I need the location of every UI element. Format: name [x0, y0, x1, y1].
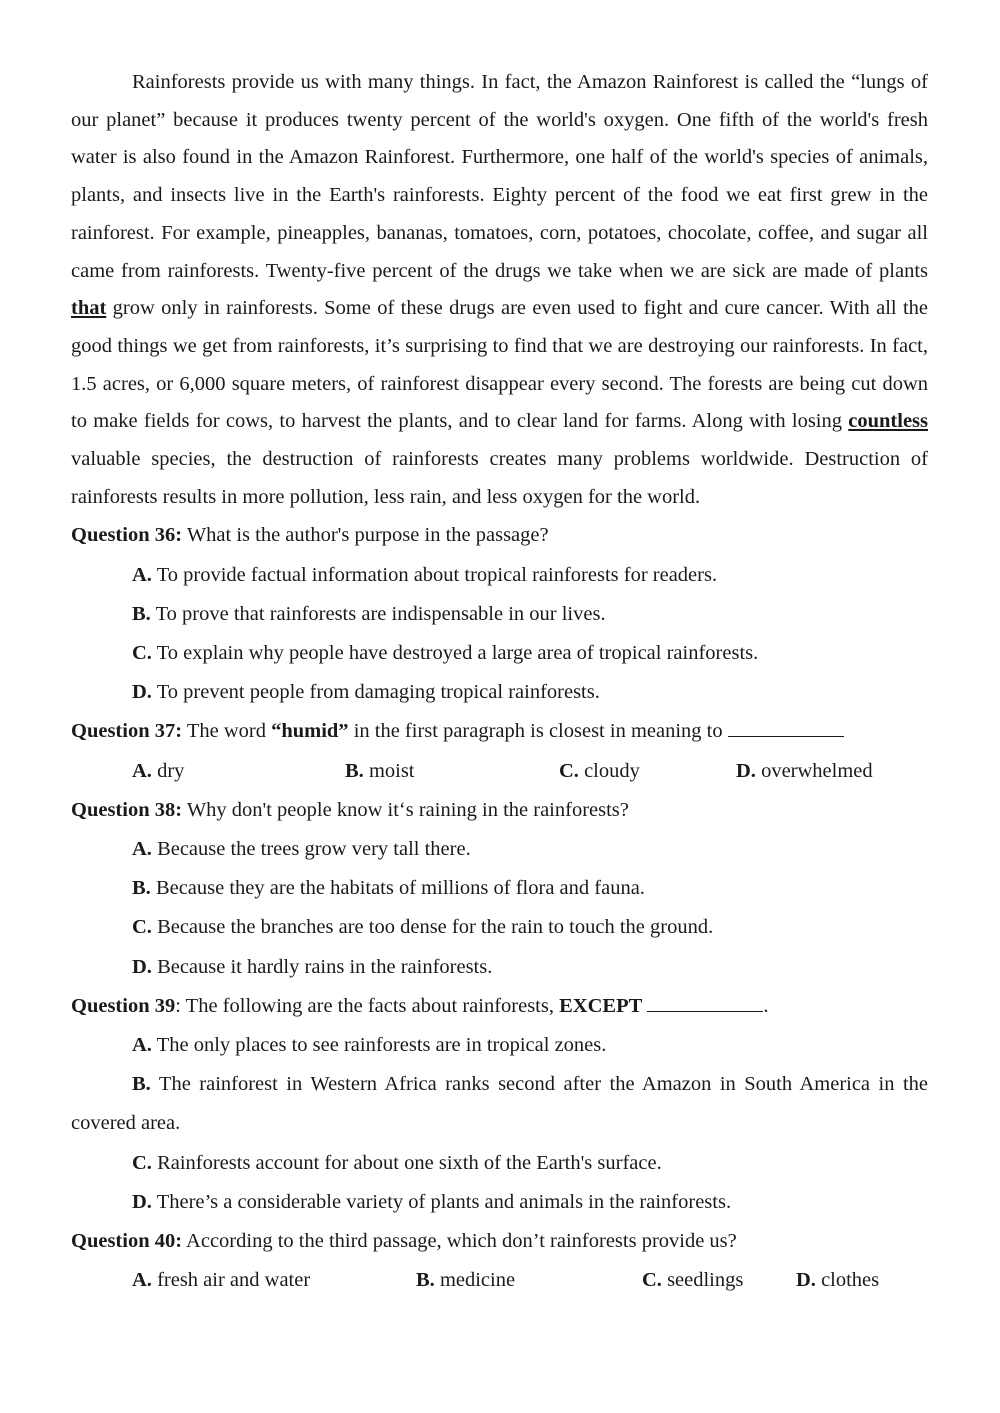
question-keyword: EXCEPT [559, 994, 643, 1017]
question-keyword: “humid” [271, 720, 349, 743]
question-text: According to the third passage, which don’t rainforests provide us? [182, 1230, 737, 1253]
question-text: : The following are the facts about rainforests, [175, 994, 560, 1017]
option-text: Rainforests account for about one sixth of the Earth's surface. [151, 1151, 662, 1174]
option-d[interactable] [71, 948, 928, 987]
option-letter: D. [132, 681, 152, 704]
option-d[interactable] [71, 1183, 928, 1222]
option-text: moist [363, 759, 415, 782]
answer-blank [647, 989, 763, 1012]
option-letter: B. [132, 602, 151, 625]
question-label: Question 40: [71, 1230, 183, 1253]
question-38 [71, 791, 928, 830]
option-text: There’s a considerable variety of plants and animals in the rainforests. [151, 1190, 732, 1213]
option-text: Because the branches are too dense for the rain to touch the ground. [151, 916, 714, 939]
option-b[interactable] [345, 752, 415, 791]
option-letter: C. [642, 1269, 662, 1292]
question-label: Question 39 [71, 994, 176, 1017]
reading-passage [71, 64, 928, 516]
option-text: The only places to see rainforests are in tropical zones. [151, 1034, 607, 1057]
option-letter: D. [132, 955, 152, 978]
option-text: medicine [434, 1269, 516, 1292]
option-text: overwhelmed [755, 759, 873, 782]
question-text: What is the author's purpose in the passage? [182, 524, 549, 547]
option-letter: C. [132, 1151, 152, 1174]
question-label: Question 38: [71, 798, 183, 821]
answer-blank [728, 714, 844, 737]
option-a[interactable] [71, 830, 928, 869]
option-a[interactable] [71, 556, 928, 595]
option-text: fresh air and water [151, 1269, 311, 1292]
option-text: clothes [815, 1269, 880, 1292]
option-text: To prevent people from damaging tropical rainforests. [151, 681, 600, 704]
option-c[interactable] [71, 1144, 928, 1183]
option-text: Because the trees grow very tall there. [151, 838, 471, 861]
question-39 [71, 987, 928, 1026]
option-c[interactable] [559, 752, 640, 791]
option-text: Because it hardly rains in the rainforests. [151, 955, 493, 978]
passage-text-1: Rainforests provide us with many things. In fact, the Amazon Rainforest is called the “lungs of our planet” because it produces twenty percent of the world's oxygen. One fifth of the world's fresh water is also found in the Amazon Rainforest. Furthermore, one half of the world's species of animals, plants, and insects live in the Earth's rainforests. Eighty percent of the food we eat first grew in the rainforest. For example, pineapples, bananas, tomatoes, corn, potatoes, chocolate, coffee, and sugar all came from rainforests. Twenty-five percent of the drugs we take when we are sick are made of plants [71, 71, 928, 282]
question-text-after: in the first paragraph is closest in meaning to [348, 720, 728, 743]
option-text: Because they are the habitats of millions of flora and fauna. [150, 877, 645, 900]
question-40 [71, 1222, 928, 1261]
option-letter: A. [132, 759, 152, 782]
option-text: To provide factual information about tropical rainforests for readers. [151, 563, 718, 586]
options-row [71, 1261, 928, 1300]
option-text: The rainforest in Western Africa ranks second after the Amazon in South America in the covered area. [71, 1073, 928, 1135]
option-c[interactable] [71, 908, 928, 947]
option-b[interactable] [71, 869, 928, 908]
option-letter: C. [132, 916, 152, 939]
option-letter: D. [796, 1269, 816, 1292]
exam-page [71, 64, 928, 1300]
passage-text-3: valuable species, the destruction of rainforests creates many problems worldwide. Destruction of rainforests results in more pollution, less rain, and less oxygen for the world. [71, 448, 928, 508]
question-36 [71, 516, 928, 555]
option-text: seedlings [661, 1269, 744, 1292]
option-c[interactable] [71, 634, 928, 673]
passage-text-2: grow only in rainforests. Some of these drugs are even used to fight and cure cancer. With all the good things we get from rainforests, it’s surprising to find that we are destroying our rainforests. In fact, 1.5 acres, or 6,000 square meters, of rainforest disappear every second. The forests are being cut down to make fields for cows, to harvest the plants, and to clear land for farms. Along with losing [71, 297, 928, 433]
option-letter: B. [132, 1073, 151, 1096]
option-a[interactable] [132, 1261, 310, 1300]
option-text: dry [151, 759, 185, 782]
option-letter: C. [559, 759, 579, 782]
option-b[interactable] [71, 1065, 928, 1143]
question-37 [71, 712, 928, 751]
option-letter: A. [132, 563, 152, 586]
option-letter: D. [132, 1190, 152, 1213]
option-d[interactable] [796, 1261, 879, 1300]
option-letter: A. [132, 1034, 152, 1057]
question-label: Question 36: [71, 524, 183, 547]
underlined-word-that: that [71, 297, 107, 320]
question-label: Question 37: [71, 720, 183, 743]
options-row [71, 752, 928, 791]
option-letter: A. [132, 1269, 152, 1292]
option-a[interactable] [71, 1026, 928, 1065]
option-d[interactable] [71, 673, 928, 712]
question-text: The word [182, 720, 272, 743]
option-d[interactable] [736, 752, 873, 791]
underlined-word-countless: countless [848, 410, 928, 433]
option-letter: C. [132, 642, 152, 665]
option-text: To prove that rainforests are indispensable in our lives. [150, 602, 606, 625]
option-b[interactable] [71, 595, 928, 634]
option-text: To explain why people have destroyed a large area of tropical rainforests. [151, 642, 759, 665]
option-c[interactable] [642, 1261, 743, 1300]
option-a[interactable] [132, 752, 184, 791]
option-letter: B. [132, 877, 151, 900]
option-letter: A. [132, 838, 152, 861]
option-text: cloudy [578, 759, 640, 782]
option-letter: B. [416, 1269, 435, 1292]
question-text: Why don't people know it‘s raining in the rainforests? [182, 798, 629, 821]
question-end: . [763, 994, 769, 1017]
option-letter: B. [345, 759, 364, 782]
option-b[interactable] [416, 1261, 515, 1300]
option-letter: D. [736, 759, 756, 782]
